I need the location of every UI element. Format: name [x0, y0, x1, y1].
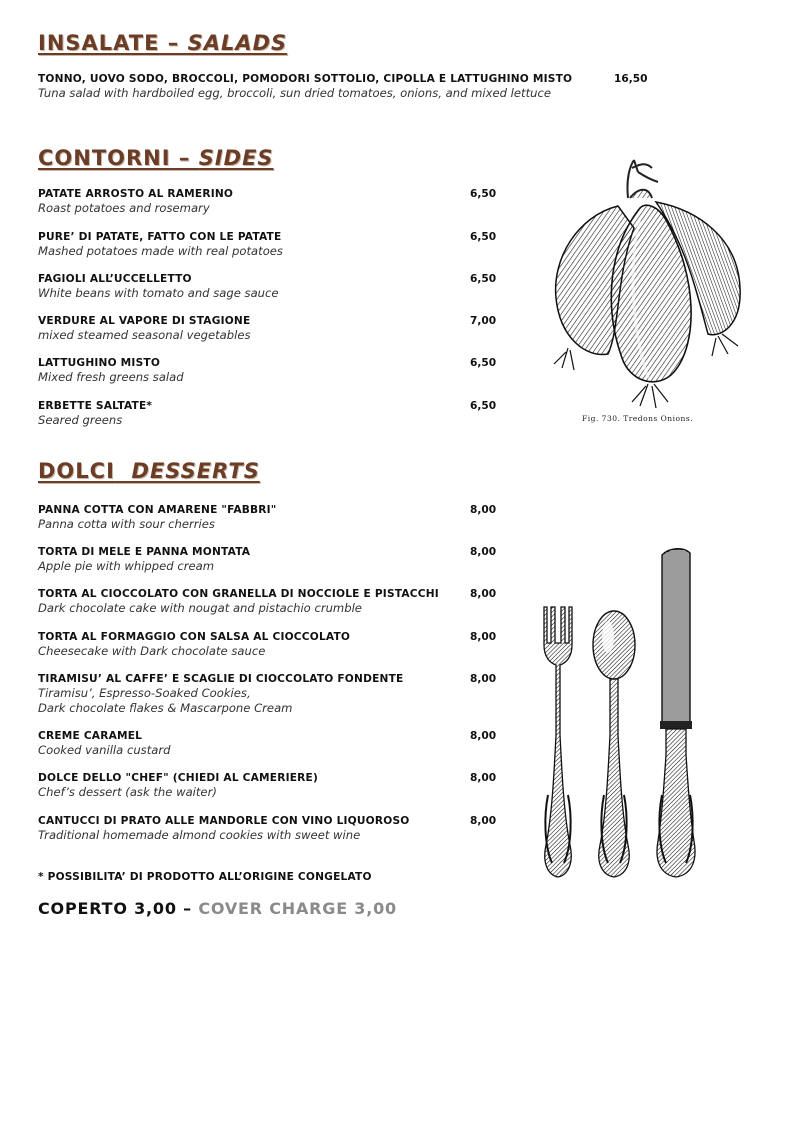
menu-item — [38, 272, 508, 301]
spoon-icon — [593, 611, 635, 877]
item-name: ERBETTE SALTATE* — [38, 400, 153, 412]
cover-charge — [38, 899, 397, 918]
menu-item — [38, 814, 508, 843]
menu-item — [38, 356, 508, 385]
menu-item — [38, 503, 508, 532]
item-name: TONNO, UOVO SODO, BROCCOLI, POMODORI SOTTOLIO, CIPOLLA E LATTUGHINO MISTO — [38, 73, 573, 85]
cover-charge-it: COPERTO 3,00 — [38, 899, 177, 918]
item-price: 8,00 — [470, 588, 497, 600]
desserts-title — [38, 458, 260, 484]
item-price: 6,50 — [470, 357, 497, 369]
menu-item — [38, 399, 508, 428]
item-description: Cooked vanilla custard — [38, 743, 171, 757]
item-description: Tiramisu’, Espresso-Soaked Cookies, — [38, 686, 251, 700]
item-description: mixed steamed seasonal vegetables — [38, 328, 251, 342]
item-price: 8,00 — [470, 673, 497, 685]
item-name: TIRAMISU’ AL CAFFE’ E SCAGLIE DI CIOCCOLATO FONDENTE — [38, 673, 404, 685]
item-name: DOLCE DELLO "CHEF" (CHIEDI AL CAMERIERE) — [38, 772, 318, 784]
item-description: Chef’s dessert (ask the waiter) — [38, 785, 217, 799]
knife-icon — [657, 549, 695, 877]
onion-caption: Fig. 730. Tredons Onions. — [582, 414, 694, 423]
item-price: 6,50 — [470, 400, 497, 412]
fork-icon — [544, 607, 572, 877]
item-price: 8,00 — [470, 815, 497, 827]
item-name: PURE’ DI PATATE, FATTO CON LE PATATE — [38, 231, 282, 243]
salads-title-sep: – — [159, 31, 188, 55]
menu-item — [38, 729, 508, 758]
item-name: CANTUCCI DI PRATO ALLE MANDORLE CON VINO LIQUOROSO — [38, 815, 410, 827]
item-name: TORTA AL FORMAGGIO CON SALSA AL CIOCCOLATO — [38, 631, 351, 643]
menu-item — [38, 672, 508, 716]
item-description: Apple pie with whipped cream — [38, 559, 214, 573]
item-price: 16,50 — [614, 73, 648, 85]
salads-title-it: INSALATE — [38, 31, 160, 55]
menu-item — [38, 545, 508, 574]
item-description: White beans with tomato and sage sauce — [38, 286, 279, 300]
frozen-footnote: * POSSIBILITA’ DI PRODOTTO ALL’ORIGINE CONGELATO — [38, 871, 372, 883]
item-description: Mashed potatoes made with real potatoes — [38, 244, 283, 258]
item-description: Tuna salad with hardboiled egg, broccoli, sun dried tomatoes, onions, and mixed lettuce — [38, 86, 551, 100]
menu-item — [38, 187, 508, 216]
menu-item — [38, 771, 508, 800]
item-name: VERDURE AL VAPORE DI STAGIONE — [38, 315, 251, 327]
salads-title-en: SALADS — [187, 31, 288, 55]
cover-charge-sep: – — [176, 899, 199, 918]
item-price: 8,00 — [470, 546, 497, 558]
sides-title-sep: – — [170, 146, 199, 170]
menu-item — [38, 230, 508, 259]
item-price: 8,00 — [470, 504, 497, 516]
item-description: Roast potatoes and rosemary — [38, 201, 210, 215]
menu-item — [38, 314, 508, 343]
salads-title — [38, 30, 287, 56]
item-description: Traditional homemade almond cookies with sweet wine — [38, 828, 361, 842]
item-name: FAGIOLI ALL’UCCELLETTO — [38, 273, 192, 285]
desserts-title-en: DESSERTS — [131, 459, 260, 483]
item-price: 6,50 — [470, 231, 497, 243]
item-price: 6,50 — [470, 188, 497, 200]
menu-item — [38, 630, 508, 659]
item-description: Mixed fresh greens salad — [38, 370, 184, 384]
item-description: Cheesecake with Dark chocolate sauce — [38, 644, 266, 658]
onion-illustration — [548, 158, 748, 414]
sides-title-it: CONTORNI — [38, 146, 171, 170]
item-description-line2: Dark chocolate flakes & Mascarpone Cream — [38, 701, 293, 715]
item-price: 6,50 — [470, 273, 497, 285]
menu-item — [38, 587, 508, 616]
item-price: 8,00 — [470, 730, 497, 742]
item-description: Seared greens — [38, 413, 123, 427]
desserts-title-it: DOLCI — [38, 459, 115, 483]
item-description: Dark chocolate cake with nougat and pistachio crumble — [38, 601, 362, 615]
cutlery-illustration — [534, 545, 704, 880]
item-price: 8,00 — [470, 772, 497, 784]
item-name: PATATE ARROSTO AL RAMERINO — [38, 188, 234, 200]
sides-title — [38, 145, 274, 171]
desserts-title-sep — [115, 459, 132, 483]
item-name: TORTA DI MELE E PANNA MONTATA — [38, 546, 251, 558]
item-name: TORTA AL CIOCCOLATO CON GRANELLA DI NOCCIOLE E PISTACCHI — [38, 588, 439, 600]
item-name: PANNA COTTA CON AMARENE "FABBRI" — [38, 504, 277, 516]
item-name: CREME CARAMEL — [38, 730, 143, 742]
item-price: 7,00 — [470, 315, 497, 327]
item-description: Panna cotta with sour cherries — [38, 517, 215, 531]
item-price: 8,00 — [470, 631, 497, 643]
menu-item — [38, 72, 598, 101]
item-name: LATTUGHINO MISTO — [38, 357, 161, 369]
sides-title-en: SIDES — [198, 146, 274, 170]
cover-charge-en: COVER CHARGE 3,00 — [198, 899, 397, 918]
